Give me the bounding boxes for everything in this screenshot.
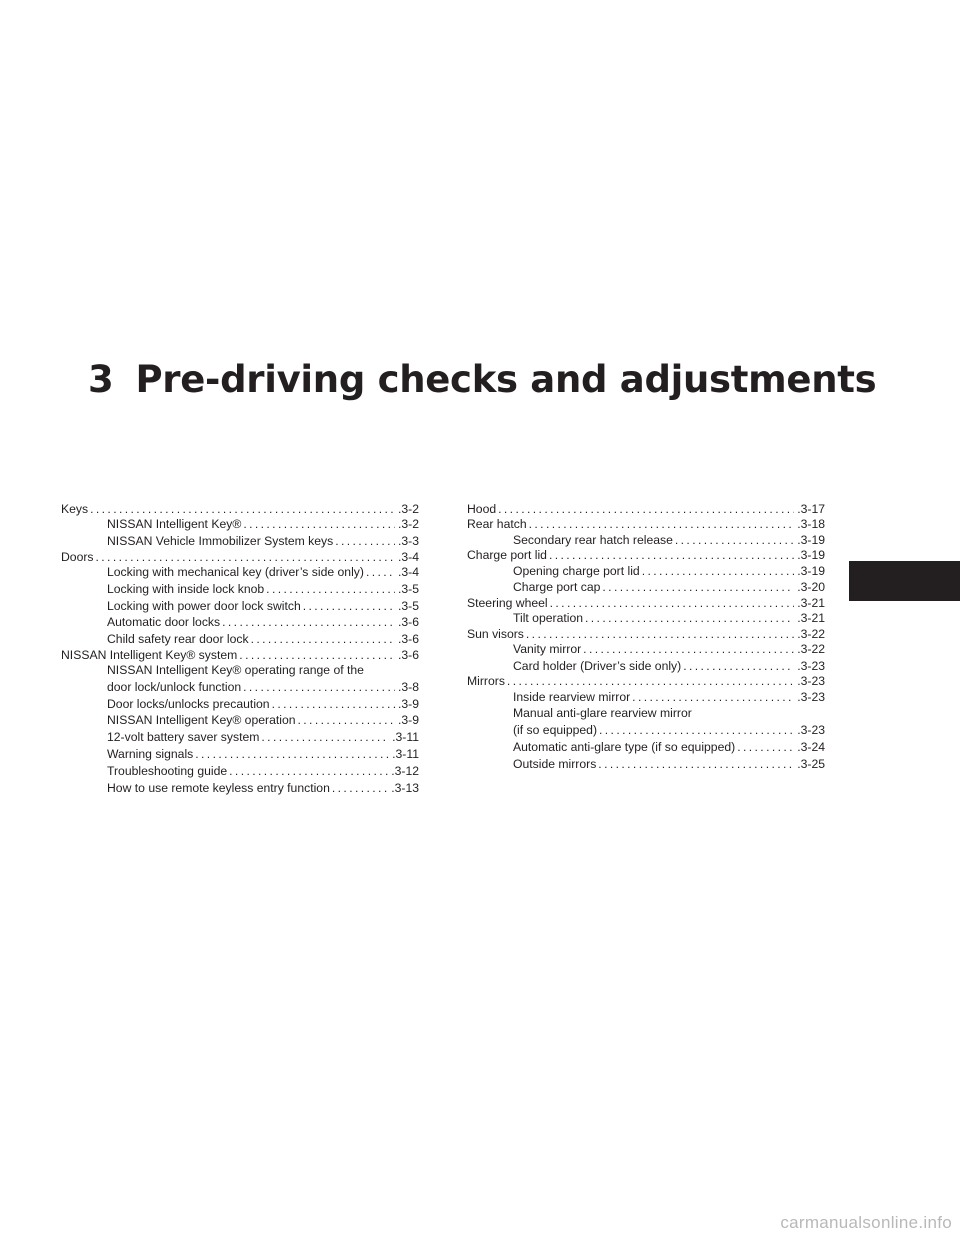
toc-entry-intelligent-key[interactable] — [61, 517, 419, 532]
toc-page-number: .3-19 — [797, 548, 825, 563]
dot-leader — [507, 674, 794, 689]
toc-entry-label: Child safety rear door lock — [107, 632, 249, 647]
dot-leader — [90, 502, 395, 517]
dot-leader — [251, 632, 395, 647]
toc-entry-intelligent-key-system[interactable] — [61, 648, 419, 663]
toc-entry-remote-keyless-entry[interactable] — [61, 781, 419, 796]
toc-entry-warning-signals[interactable] — [61, 747, 419, 762]
dot-leader — [243, 680, 395, 695]
dot-leader — [261, 730, 389, 745]
toc-entry-label: Opening charge port lid — [513, 563, 640, 578]
toc-entry-label: Inside rearview mirror — [513, 689, 631, 704]
toc-page-number: .3-4 — [397, 565, 419, 580]
toc-entry-label: Outside mirrors — [513, 756, 597, 771]
toc-entry-label: Secondary rear hatch release — [513, 532, 673, 547]
toc-entry-label: Tilt operation — [513, 611, 584, 626]
toc-entry-label: Vanity mirror — [513, 642, 582, 657]
toc-entry-label: Charge port lid — [467, 548, 547, 563]
dot-leader — [229, 764, 388, 779]
toc-page-number: .3-20 — [797, 580, 825, 595]
toc-column-left — [61, 502, 419, 796]
dot-leader — [303, 599, 395, 614]
toc-page-number: .3-23 — [797, 674, 825, 689]
dot-leader — [195, 747, 389, 762]
toc-entry-label: Automatic anti-glare type (if so equipped) — [513, 740, 736, 755]
toc-entry-label: 12-volt battery saver system — [107, 730, 260, 745]
toc-entry-charge-port-lid[interactable] — [467, 548, 825, 563]
dot-leader — [642, 564, 795, 579]
toc-page-number: .3-5 — [397, 598, 419, 613]
toc-entry-label-line1: NISSAN Intelligent Key® operating range of the — [107, 663, 364, 678]
toc-page-number: .3-2 — [397, 517, 419, 532]
toc-entry-automatic-anti-glare[interactable] — [467, 740, 825, 755]
toc-entry-sun-visors[interactable] — [467, 627, 825, 642]
dot-leader — [550, 596, 795, 611]
toc-entry-mechanical-key[interactable] — [61, 565, 419, 580]
toc-page-number: .3-4 — [397, 549, 419, 564]
toc-entry-battery-saver[interactable] — [61, 730, 419, 745]
toc-page-number: .3-22 — [797, 626, 825, 641]
chapter-number: 3 — [88, 358, 114, 401]
toc-entry-label: Locking with power door lock switch — [107, 598, 301, 613]
toc-entry-label: Charge port cap — [513, 580, 601, 595]
dot-leader — [526, 627, 794, 642]
toc-entry-power-door-lock[interactable] — [61, 599, 419, 614]
dot-leader — [239, 648, 395, 663]
toc-entry-label: Troubleshooting guide — [107, 763, 228, 778]
toc-entry-rear-hatch[interactable] — [467, 517, 825, 532]
toc-page-number: .3-23 — [797, 723, 825, 738]
dot-leader — [222, 615, 395, 630]
toc-page-number: .3-6 — [397, 615, 419, 630]
toc-page-number: .3-5 — [397, 581, 419, 596]
toc-entry-mirrors[interactable] — [467, 674, 825, 689]
toc-page-number: .3-8 — [397, 679, 419, 694]
toc-entry-charge-port-cap[interactable] — [467, 580, 825, 595]
dot-leader — [583, 642, 794, 657]
toc-page-number: .3-23 — [797, 689, 825, 704]
toc-entry-manual-anti-glare[interactable] — [467, 706, 825, 738]
toc-entry-outside-mirrors[interactable] — [467, 757, 825, 772]
dot-leader — [266, 582, 395, 597]
dot-leader — [632, 690, 794, 705]
dot-leader — [332, 781, 388, 796]
toc-entry-label: Mirrors — [467, 674, 505, 689]
toc-entry-label: Sun visors — [467, 626, 524, 641]
toc-entry-label: NISSAN Intelligent Key® operation — [107, 713, 296, 728]
toc-entry-child-safety-lock[interactable] — [61, 632, 419, 647]
toc-entry-label: NISSAN Vehicle Immobilizer System keys — [107, 534, 334, 549]
dot-leader — [335, 534, 395, 549]
toc-entry-automatic-door-locks[interactable] — [61, 615, 419, 630]
dot-leader — [602, 580, 794, 595]
toc-page-number: .3-6 — [397, 632, 419, 647]
toc-entry-label: NISSAN Intelligent Key® — [107, 517, 242, 532]
toc-entry-label: Rear hatch — [467, 517, 527, 532]
toc-entry-label: Automatic door locks — [107, 615, 221, 630]
toc-entry-label: (if so equipped) — [513, 723, 598, 738]
toc-page-number: .3-25 — [797, 756, 825, 771]
toc-entry-operating-range[interactable] — [61, 663, 419, 695]
toc-page-number: .3-11 — [392, 747, 419, 761]
dot-leader — [366, 565, 395, 580]
toc-page-number: .3-17 — [797, 502, 825, 516]
toc-entry-label: Steering wheel — [467, 595, 548, 610]
dot-leader — [243, 517, 395, 532]
toc-page-number: .3-11 — [392, 730, 419, 745]
toc-entry-label: How to use remote keyless entry function — [107, 780, 330, 795]
toc-page-number: .3-23 — [797, 658, 825, 673]
toc-entry-label: Door locks/unlocks precaution — [107, 696, 270, 711]
toc-column-right — [467, 502, 825, 772]
dot-leader — [737, 740, 794, 755]
dot-leader — [498, 502, 794, 517]
toc-page-number: .3-19 — [797, 563, 825, 578]
toc-page-number: .3-3 — [397, 534, 419, 549]
toc-entry-line2 — [513, 723, 825, 738]
toc-entry-card-holder[interactable] — [467, 659, 825, 674]
chapter-tab-marker — [849, 561, 960, 601]
toc-entry-opening-charge-port-lid[interactable] — [467, 564, 825, 579]
dot-leader — [598, 757, 794, 772]
toc-page-number: .3-9 — [397, 696, 419, 711]
toc-page-number: .3-21 — [797, 611, 825, 626]
dot-leader — [683, 659, 794, 674]
watermark-link[interactable]: carmanualsonline.info — [780, 1213, 952, 1232]
dot-leader — [585, 611, 794, 626]
toc-entry-vanity-mirror[interactable] — [467, 642, 825, 657]
toc-page-number: .3-9 — [397, 713, 419, 728]
toc-entry-label-line1: Manual anti-glare rearview mirror — [513, 706, 692, 721]
toc-page-number: .3-19 — [797, 532, 825, 547]
toc-entry-inside-rearview-mirror[interactable] — [467, 690, 825, 705]
toc-page-number: .3-2 — [397, 502, 419, 516]
toc-entry-label: Card holder (Driver’s side only) — [513, 658, 682, 673]
toc-entry-steering-wheel[interactable] — [467, 596, 825, 611]
dot-leader — [529, 517, 795, 532]
toc-page-number: .3-18 — [797, 517, 825, 532]
toc-entry-label: Locking with inside lock knob — [107, 581, 265, 596]
toc-entry-immobilizer-keys[interactable] — [61, 534, 419, 549]
toc-page-number: .3-21 — [797, 595, 825, 610]
toc-entry-label: Hood — [467, 502, 497, 516]
toc-entry-label: NISSAN Intelligent Key® system — [61, 647, 238, 662]
toc-entry-label: Keys — [61, 502, 89, 516]
dot-leader — [599, 723, 794, 738]
toc-entry-doors[interactable] — [61, 550, 419, 565]
dot-leader — [272, 697, 395, 712]
dot-leader — [96, 550, 395, 565]
toc-entry-door-locks-precaution[interactable] — [61, 697, 419, 712]
toc-entry-label: Warning signals — [107, 747, 194, 761]
toc-page-number: .3-12 — [391, 763, 419, 778]
toc-page-number: .3-22 — [797, 642, 825, 657]
toc-entry-hood[interactable] — [467, 502, 825, 517]
toc-page-number: .3-24 — [797, 740, 825, 755]
dot-leader — [549, 548, 794, 563]
toc-entry-tilt-operation[interactable] — [467, 611, 825, 626]
toc-page-number: .3-6 — [397, 647, 419, 662]
toc-entry-label: Locking with mechanical key (driver’s side only) — [107, 565, 364, 580]
chapter-title — [88, 358, 876, 401]
toc-entry-line2 — [107, 680, 419, 695]
chapter-title-text: Pre-driving checks and adjustments — [135, 358, 877, 401]
toc-page-number: .3-13 — [391, 780, 419, 795]
toc-entry-troubleshooting-guide[interactable] — [61, 764, 419, 779]
toc-entry-secondary-hatch-release[interactable] — [467, 533, 825, 548]
toc-entry-label: door lock/unlock function — [107, 679, 242, 694]
toc-entry-keys[interactable] — [61, 502, 419, 517]
toc-entry-label: Doors — [61, 549, 94, 564]
toc-entry-intelligent-key-operation[interactable] — [61, 713, 419, 728]
toc-entry-inside-lock-knob[interactable] — [61, 582, 419, 597]
dot-leader — [675, 533, 794, 548]
dot-leader — [298, 713, 395, 728]
